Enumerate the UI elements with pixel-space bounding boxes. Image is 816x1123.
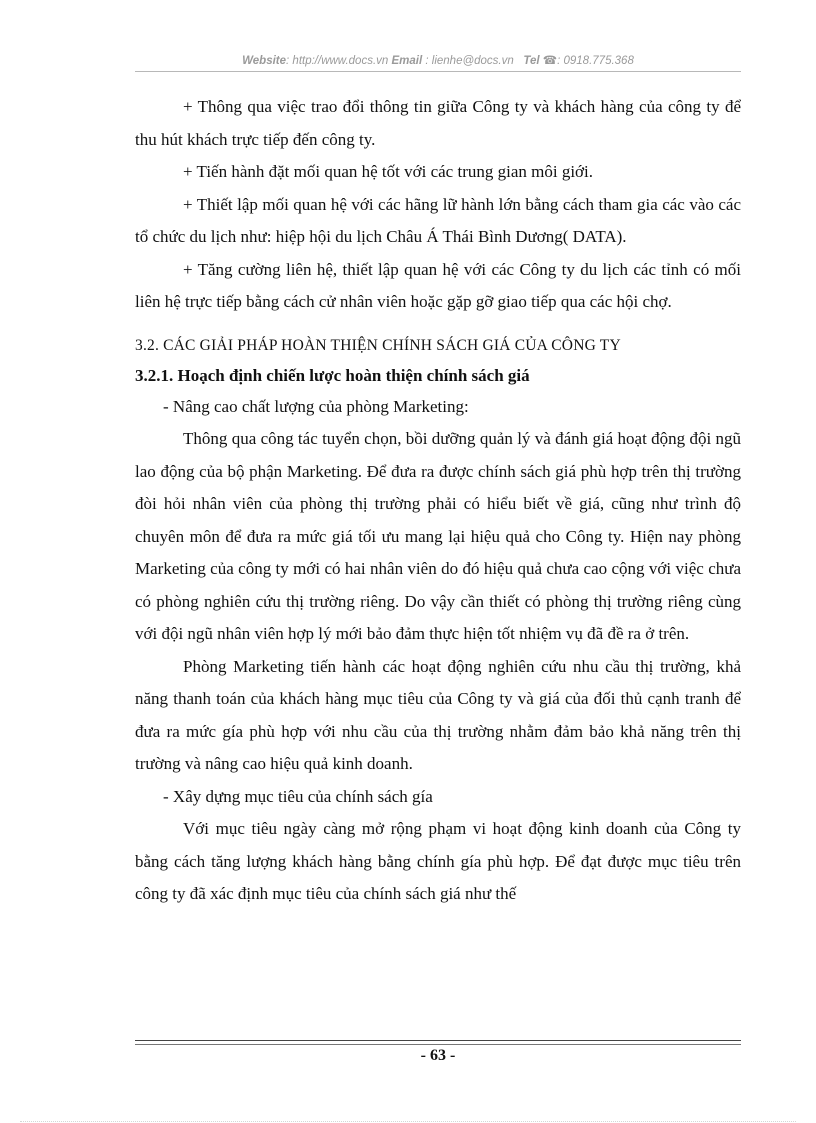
page-edge-dots (20, 1121, 796, 1122)
paragraph-intermediaries: + Tiến hành đặt mối quan hệ tốt với các trung gian môi giới. (183, 162, 594, 181)
paragraph-exchange-info: + Thông qua việc trao đổi thông tin giữa Công ty và khách hàng của công ty để thu hút khách trực tiếp đến công ty. (135, 97, 741, 149)
paragraph-growth-goal: Với mục tiêu ngày càng mở rộng phạm vi hoạt động kinh doanh của Công ty bằng cách tăng lượng khách hàng bằng chính gía phù hợp. Để đạt được mục tiêu trên công ty đã xác định mục tiêu của chính sách giá như thế (135, 819, 741, 903)
website-value: : http://www.docs.vn (286, 55, 389, 67)
paragraph-market-research: Phòng Marketing tiến hành các hoạt động nghiên cứu nhu cầu thị trường, khả năng thanh toán của khách hàng mục tiêu của Công ty và giá của đối thủ cạnh tranh để đưa ra mức gía phù hợp với nhu cầu của thị trường nhằm đảm bảo khả năng trên thị trường và nâng cao hiệu quả kinh doanh. (135, 656, 741, 773)
website-label: Website (242, 55, 287, 67)
page-header (135, 53, 741, 67)
section-heading-3-2-1: 3.2.1. Hoạch định chiến lược hoàn thiện chính sách giá (135, 365, 530, 385)
section-heading-3-2: 3.2. CÁC GIẢI PHÁP HOÀN THIỆN CHÍNH SÁCH GIÁ CỦA CÔNG TY (135, 336, 621, 354)
footer-divider-top (135, 1040, 741, 1041)
telephone-icon: ☎ (542, 55, 558, 67)
paragraph-recruitment: Thông qua công tác tuyển chọn, bồi dưỡng quản lý và đánh giá hoạt động đội ngũ lao động của bộ phận Marketing. Để đưa ra được chính sách giá phù hợp trên thị trường đòi hỏi nhân viên của phòng thị trường phải có hiểu biết về giá, cũng như trình độ chuyên môn để đưa ra mức giá tối ưu mang lại hiệu quả cho Công ty. Hiện nay phòng Marketing của công ty mới có hai nhân viên do đó hiệu quả chưa cao cộng với việc chưa có phòng nghiên cứu thị trường riêng. Do vậy cần thiết có phòng thị trường riêng cùng với đội ngũ nhân viên hợp lý mới bảo đảm thực hiện tốt nhiệm vụ đã đề ra ở trên. (135, 429, 741, 643)
paragraph-provincial-contacts: + Tăng cường liên hệ, thiết lập quan hệ với các Công ty du lịch các tỉnh có mối liên hệ trực tiếp bằng cách cử nhân viên hoặc gặp gỡ giao tiếp qua các hội chợ. (135, 259, 741, 311)
footer-divider-bottom (135, 1044, 741, 1045)
page-body (135, 91, 741, 911)
tel-value: : 0918.775.368 (557, 55, 634, 67)
email-label: Email (391, 55, 423, 67)
paragraph-marketing-quality: - Nâng cao chất lượng của phòng Marketing: (163, 396, 469, 416)
header-divider (135, 71, 741, 72)
paragraph-price-objectives: - Xây dựng mục tiêu của chính sách gía (163, 786, 433, 806)
page-number: - 63 - (420, 1047, 456, 1064)
email-value: : lienhe@docs.vn (422, 55, 514, 67)
tel-label: Tel (523, 55, 540, 67)
paragraph-travel-agencies: + Thiết lập mối quan hệ với các hãng lữ hành lớn bằng cách tham gia các vào các tổ chức du lịch như: hiệp hội du lịch Châu Á Thái Bình Dương( DATA). (135, 194, 741, 246)
